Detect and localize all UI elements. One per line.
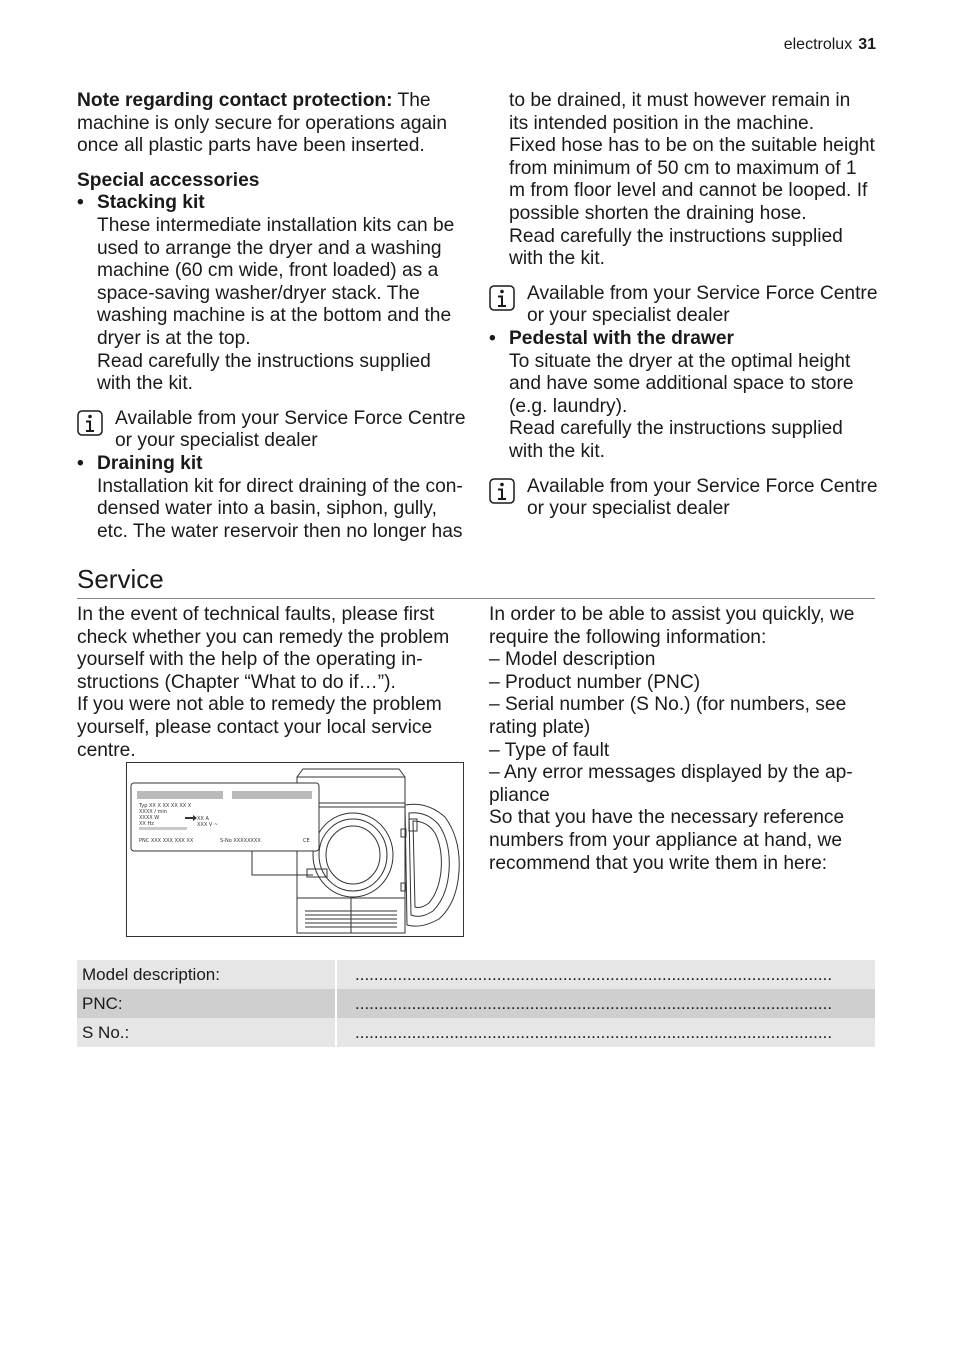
draining-line: from minimum of 50 cm to maximum of 1 <box>509 157 857 179</box>
plate-serial: S-No XXXXXXXX <box>220 838 261 844</box>
stacking-kit-title: Stacking kit <box>97 192 205 214</box>
service-line: – Any error messages displayed by the ap- <box>489 762 853 784</box>
pedestal-line: (e.g. laundry). <box>509 395 628 417</box>
note-line: once all plastic parts have been inserted. <box>77 135 425 157</box>
info-icon <box>489 478 515 504</box>
draining-kit-item <box>77 453 469 543</box>
pedestal-line: Read carefully the instructions supplied <box>509 418 843 440</box>
serial-number-label: S No.: <box>77 1018 336 1047</box>
service-line: structions (Chapter “What to do if…”). <box>77 671 396 693</box>
info-note <box>77 408 469 453</box>
service-line: pliance <box>489 784 550 806</box>
stacking-kit-line: These intermediate installation kits can be <box>97 214 455 236</box>
draining-kit-line: etc. The water reservoir then no longer has <box>97 520 463 542</box>
service-line: require the following information: <box>489 626 767 648</box>
table-row <box>77 1018 875 1047</box>
draining-line: its intended position in the machine. <box>509 112 815 134</box>
stacking-kit-line: with the kit. <box>97 373 193 395</box>
plate-type: Typ XX X XX XX XX X <box>139 803 192 809</box>
table-row <box>77 989 875 1018</box>
contact-protection-note <box>77 90 469 158</box>
draining-line: to be drained, it must however remain in <box>509 90 851 111</box>
draining-line: possible shorten the draining hose. <box>509 202 807 224</box>
bullet-dot: • <box>77 452 84 474</box>
service-line: – Model description <box>489 649 656 671</box>
plate-power: XXXX W <box>139 815 160 821</box>
info-note <box>489 476 879 521</box>
info-line: or your specialist dealer <box>527 305 730 327</box>
info-note <box>489 283 879 328</box>
stacking-kit-line: dryer is at the top. <box>97 327 251 349</box>
stacking-kit-line: space-saving washer/dryer stack. The <box>97 282 420 304</box>
bullet-dot: • <box>489 327 496 349</box>
service-line: – Type of fault <box>489 739 610 761</box>
pedestal-title: Pedestal with the drawer <box>509 327 734 349</box>
draining-kit-line: densed water into a basin, siphon, gully, <box>97 498 437 520</box>
page-header <box>784 36 876 54</box>
appliance-record-table <box>77 960 875 1047</box>
service-line: recommend that you write them in here: <box>489 852 828 874</box>
page-number: 31 <box>858 36 876 53</box>
section-divider <box>77 598 875 599</box>
stacking-kit-line: Read carefully the instructions supplied <box>97 350 431 372</box>
stacking-kit-line: used to arrange the dryer and a washing <box>97 237 442 259</box>
stacking-kit-item <box>77 192 469 395</box>
table-row <box>77 960 875 989</box>
draining-kit-continued <box>489 90 879 271</box>
service-line: – Serial number (S No.) (for numbers, see <box>489 694 847 716</box>
draining-line: Fixed hose has to be on the suitable height <box>509 135 875 157</box>
service-line: – Product number (PNC) <box>489 671 701 693</box>
info-icon <box>77 410 103 436</box>
service-line: If you were not able to remedy the problem <box>77 694 442 716</box>
service-line: centre. <box>77 739 136 761</box>
plate-pnc: PNC XXX XXX XXX XX <box>139 838 194 844</box>
plate-frequency: XX Hz <box>139 821 154 827</box>
draining-line: with the kit. <box>509 248 605 270</box>
pedestal-item <box>489 328 879 464</box>
plate-volts: XXX V ~ <box>197 822 219 828</box>
pnc-label: PNC: <box>77 989 336 1018</box>
note-line: The <box>392 90 431 111</box>
info-icon <box>489 285 515 311</box>
special-accessories-heading: Special accessories <box>77 169 260 191</box>
info-line: or your specialist dealer <box>527 498 730 520</box>
service-right-text <box>489 604 879 875</box>
service-line: So that you have the necessary reference <box>489 807 845 829</box>
model-description-field[interactable]: ..................................................................................................... <box>336 960 875 989</box>
service-line: yourself, please contact your local service <box>77 716 433 738</box>
draining-line: m from floor level and cannot be looped. If <box>509 180 868 202</box>
pedestal-line: and have some additional space to store <box>509 373 854 395</box>
left-column <box>77 90 469 543</box>
plate-ce-mark: CE <box>303 838 310 844</box>
service-line: check whether you can remedy the problem <box>77 626 450 648</box>
service-left-text <box>77 604 469 762</box>
info-line: or your specialist dealer <box>115 430 318 452</box>
brand-name: electrolux <box>783 36 853 53</box>
rating-plate-figure <box>126 762 464 937</box>
note-line: machine is only secure for operations again <box>77 112 448 134</box>
service-heading: Service <box>77 564 164 594</box>
bullet-dot: • <box>77 192 84 214</box>
pedestal-line: with the kit. <box>509 440 605 462</box>
right-column <box>489 90 879 521</box>
draining-kit-title: Draining kit <box>97 452 203 474</box>
pedestal-line: To situate the dryer at the optimal height <box>509 350 851 372</box>
info-line: Available from your Service Force Centre <box>527 282 878 304</box>
draining-kit-line: Installation kit for direct draining of the con- <box>97 475 463 497</box>
service-line: In the event of technical faults, please first <box>77 604 435 625</box>
plate-speed: XXXX / min <box>139 809 167 815</box>
plate-amps: XX A <box>197 816 209 822</box>
dryer-illustration <box>127 763 463 936</box>
serial-number-field[interactable]: ..................................................................................................... <box>336 1018 875 1047</box>
note-label: Note regarding contact protection: <box>77 90 393 111</box>
service-line: numbers from your appliance at hand, we <box>489 829 843 851</box>
model-description-label: Model description: <box>77 960 336 989</box>
info-line: Available from your Service Force Centre <box>527 475 878 497</box>
stacking-kit-line: washing machine is at the bottom and the <box>97 305 452 327</box>
service-line: In order to be able to assist you quickly, we <box>489 604 855 625</box>
service-line: yourself with the help of the operating in- <box>77 649 423 671</box>
service-line: rating plate) <box>489 716 591 738</box>
draining-line: Read carefully the instructions supplied <box>509 225 843 247</box>
info-line: Available from your Service Force Centre <box>115 407 466 429</box>
stacking-kit-line: machine (60 cm wide, front loaded) as a <box>97 260 439 282</box>
pnc-field[interactable]: ..................................................................................................... <box>336 989 875 1018</box>
